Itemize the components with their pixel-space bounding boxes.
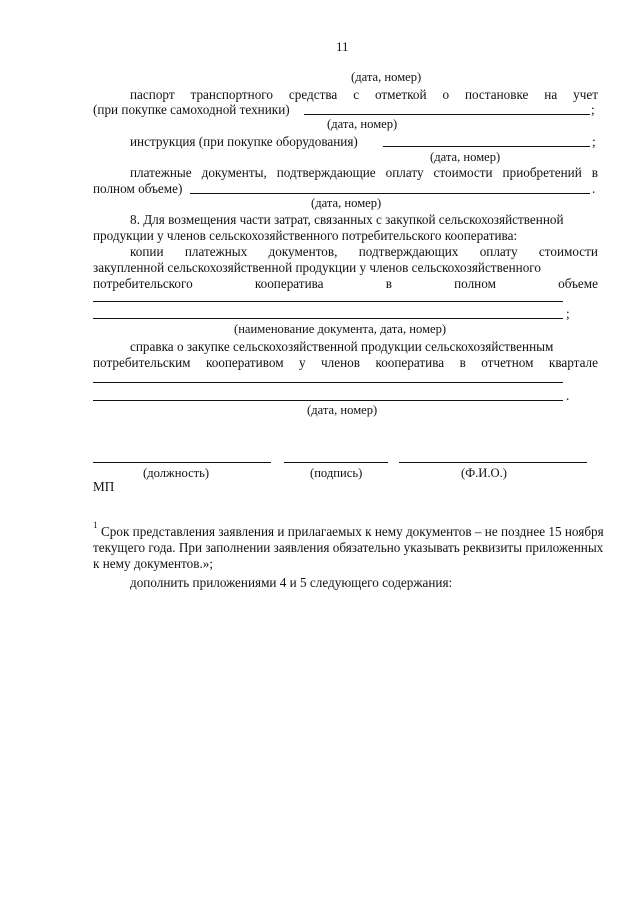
certificate-end-mark: . xyxy=(566,388,570,403)
stamp-place-label: МП xyxy=(93,479,115,494)
position-fill-line[interactable] xyxy=(93,462,271,463)
signature-caption: (подпись) xyxy=(310,466,363,480)
payment-docs-fill-line[interactable] xyxy=(190,193,590,194)
payment-docs-caption: (дата, номер) xyxy=(311,196,382,210)
section-8-heading-line1: 8. Для возмещения части затрат, связанных с закупкой сельскохозяйственной xyxy=(130,212,564,227)
date-number-caption: (дата, номер) xyxy=(351,70,422,84)
copies-caption: (наименование документа, дата, номер) xyxy=(234,322,447,336)
footnote-line1: Срок представления заявления и прилагаемых к нему документов – не позднее 15 ноября xyxy=(101,524,604,539)
certificate-caption: (дата, номер) xyxy=(307,403,378,417)
full-name-caption: (Ф.И.О.) xyxy=(461,466,507,480)
closing-line: дополнить приложениями 4 и 5 следующего содержания: xyxy=(130,575,453,590)
payment-docs-line2: полном объеме) xyxy=(93,181,183,196)
copies-line2: закупленной сельскохозяйственной продукции у членов сельскохозяйственного xyxy=(93,260,541,275)
vehicle-passport-end-mark: ; xyxy=(591,102,595,117)
vehicle-passport-line1: паспорт транспортного средства с отметкой о постановке на учет xyxy=(130,87,598,102)
payment-docs-end-mark: . xyxy=(592,181,596,196)
vehicle-passport-fill-line[interactable] xyxy=(304,114,590,115)
instruction-end-mark: ; xyxy=(592,134,596,149)
certificate-line1: справка о закупке сельскохозяйственной продукции сельскохозяйственным xyxy=(130,339,554,354)
certificate-fill-line-2[interactable] xyxy=(93,400,563,401)
full-name-fill-line[interactable] xyxy=(399,462,587,463)
copies-line3: потребительского кооператива в полном объеме xyxy=(93,276,598,291)
page-number: 11 xyxy=(336,39,349,54)
vehicle-passport-caption: (дата, номер) xyxy=(327,117,398,131)
instruction-fill-line[interactable] xyxy=(383,146,590,147)
certificate-fill-line-1[interactable] xyxy=(93,382,563,383)
certificate-line2: потребительским кооперативом у членов кооператива в отчетном квартале xyxy=(93,355,598,370)
copies-fill-line-1[interactable] xyxy=(93,301,563,302)
position-caption: (должность) xyxy=(143,466,210,480)
instruction-line: инструкция (при покупке оборудования) xyxy=(130,134,358,149)
footnote-marker: 1 xyxy=(93,520,98,530)
copies-end-mark: ; xyxy=(566,306,570,321)
footnote-line2: текущего года. При заполнении заявления обязательно указывать реквизиты приложенных xyxy=(93,540,604,555)
payment-docs-line1: платежные документы, подтверждающие оплату стоимости приобретений в xyxy=(130,165,598,180)
signature-fill-line[interactable] xyxy=(284,462,388,463)
instruction-caption: (дата, номер) xyxy=(430,150,501,164)
section-8-heading-line2: продукции у членов сельскохозяйственного потребительского кооператива: xyxy=(93,228,518,243)
footnote-line3: к нему документов.»; xyxy=(93,556,214,571)
copies-line1: копии платежных документов, подтверждающих оплату стоимости xyxy=(130,244,598,259)
copies-fill-line-2[interactable] xyxy=(93,318,563,319)
vehicle-passport-line2: (при покупке самоходной техники) xyxy=(93,102,290,117)
